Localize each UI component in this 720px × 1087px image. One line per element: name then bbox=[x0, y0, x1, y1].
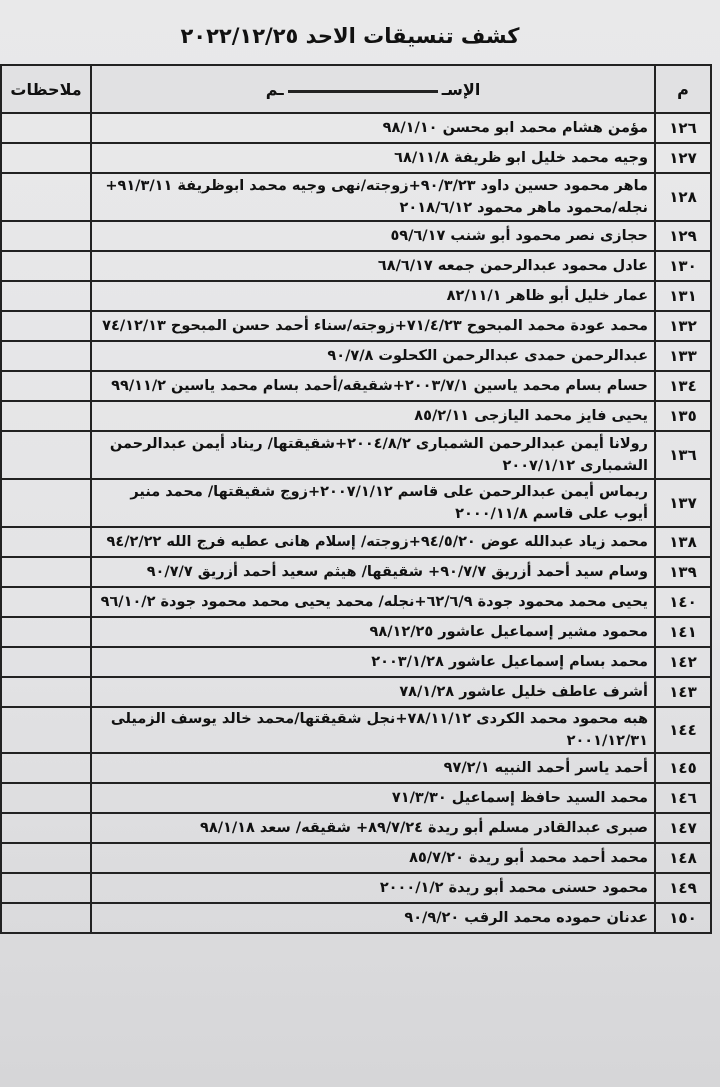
table-row bbox=[1, 647, 711, 677]
table-row bbox=[1, 431, 711, 479]
row-name: محمد أحمد محمد أبو ريدة ٨٥/٧/٢٠ bbox=[91, 843, 655, 873]
row-number: ١٥٠ bbox=[655, 903, 711, 933]
row-name: ريماس أيمن عبدالرحمن على قاسم ٢٠٠٧/١/١٢+زوج شقيقتها/ محمد منير أيوب على قاسم ٢٠٠٠/١١/٨ bbox=[91, 479, 655, 527]
row-name: عبدالرحمن حمدى عبدالرحمن الكحلوت ٩٠/٧/٨ bbox=[91, 341, 655, 371]
row-number: ١٤٨ bbox=[655, 843, 711, 873]
table-row bbox=[1, 341, 711, 371]
row-number: ١٣٣ bbox=[655, 341, 711, 371]
table-row bbox=[1, 587, 711, 617]
row-number: ١٤١ bbox=[655, 617, 711, 647]
row-name: أحمد ياسر أحمد النبيه ٩٧/٢/١ bbox=[91, 753, 655, 783]
table-row bbox=[1, 173, 711, 221]
row-name: محمد السيد حافظ إسماعيل ٧١/٣/٣٠ bbox=[91, 783, 655, 813]
row-notes bbox=[1, 371, 91, 401]
table-row bbox=[1, 311, 711, 341]
table-row bbox=[1, 401, 711, 431]
row-notes bbox=[1, 783, 91, 813]
table-row bbox=[1, 903, 711, 933]
row-notes bbox=[1, 281, 91, 311]
row-name: صبرى عبدالقادر مسلم أبو ريدة ٨٩/٧/٢٤+ شقيقه/ سعد ٩٨/١/١٨ bbox=[91, 813, 655, 843]
row-number: ١٤٧ bbox=[655, 813, 711, 843]
table-row bbox=[1, 371, 711, 401]
row-notes bbox=[1, 311, 91, 341]
row-number: ١٣٠ bbox=[655, 251, 711, 281]
row-name: وسام سيد أحمد أزريق ٩٠/٧/٧+ شقيقها/ هيثم سعيد أحمد أزريق ٩٠/٧/٧ bbox=[91, 557, 655, 587]
row-notes bbox=[1, 843, 91, 873]
row-number: ١٣٨ bbox=[655, 527, 711, 557]
row-number: ١٤٩ bbox=[655, 873, 711, 903]
row-name: رولانا أيمن عبدالرحمن الشمبارى ٢٠٠٤/٨/٢+شقيقتها/ ريناد أيمن عبدالرحمن الشمبارى ٢٠٠٧/١/١٢ bbox=[91, 431, 655, 479]
row-name: وجيه محمد خليل ابو ظريفة ٦٨/١١/٨ bbox=[91, 143, 655, 173]
table-row bbox=[1, 813, 711, 843]
table-row bbox=[1, 617, 711, 647]
row-notes bbox=[1, 479, 91, 527]
row-name: حجازى نصر محمود أبو شنب ٥٩/٦/١٧ bbox=[91, 221, 655, 251]
row-number: ١٤٠ bbox=[655, 587, 711, 617]
row-notes bbox=[1, 221, 91, 251]
row-notes bbox=[1, 677, 91, 707]
row-notes bbox=[1, 647, 91, 677]
row-notes bbox=[1, 431, 91, 479]
row-number: ١٤٣ bbox=[655, 677, 711, 707]
row-name: عمار خليل أبو ظاهر ٨٢/١١/١ bbox=[91, 281, 655, 311]
table-row bbox=[1, 753, 711, 783]
row-name: يحيى فايز محمد اليازجى ٨٥/٢/١١ bbox=[91, 401, 655, 431]
table-header-row bbox=[1, 65, 711, 113]
table-row bbox=[1, 479, 711, 527]
row-name: هبه محمود محمد الكردى ٧٨/١١/١٢+نجل شقيقتها/محمد خالد يوسف الزميلى ٢٠٠١/١٢/٣١ bbox=[91, 707, 655, 753]
row-name: يحيى محمد محمود جودة ٦٢/٦/٩+نجله/ محمد يحيى محمد محمود جودة ٩٦/١٠/٢ bbox=[91, 587, 655, 617]
row-notes bbox=[1, 617, 91, 647]
row-number: ١٣٥ bbox=[655, 401, 711, 431]
table-row bbox=[1, 143, 711, 173]
table-row bbox=[1, 557, 711, 587]
row-name: ماهر محمود حسين داود ٩٠/٣/٢٣+زوجته/نهى وجيه محمد ابوظريفة ٩١/٣/١١+ نجله/محمود ماهر محمود ٢٠١٨/٦/١٢ bbox=[91, 173, 655, 221]
row-number: ١٤٤ bbox=[655, 707, 711, 753]
row-name: عادل محمود عبدالرحمن جمعه ٦٨/٦/١٧ bbox=[91, 251, 655, 281]
row-number: ١٤٦ bbox=[655, 783, 711, 813]
row-name: محمد زياد عبدالله عوض ٩٤/٥/٢٠+زوجته/ إسلام هانى عطيه فرج الله ٩٤/٢/٢٢ bbox=[91, 527, 655, 557]
table-row bbox=[1, 251, 711, 281]
table-row bbox=[1, 527, 711, 557]
row-name: أشرف عاطف خليل عاشور ٧٨/١/٢٨ bbox=[91, 677, 655, 707]
row-notes bbox=[1, 903, 91, 933]
row-number: ١٣٤ bbox=[655, 371, 711, 401]
row-name: مؤمن هشام محمد ابو محسن ٩٨/١/١٠ bbox=[91, 113, 655, 143]
row-name: محمد بسام إسماعيل عاشور ٢٠٠٣/١/٢٨ bbox=[91, 647, 655, 677]
row-name: محمد عودة محمد المبحوح ٧١/٤/٢٣+زوجته/سناء أحمد حسن المبحوح ٧٤/١٢/١٣ bbox=[91, 311, 655, 341]
row-notes bbox=[1, 753, 91, 783]
row-notes bbox=[1, 873, 91, 903]
table-row bbox=[1, 677, 711, 707]
coordination-table bbox=[0, 64, 712, 934]
header-name-end: ـم bbox=[265, 79, 284, 99]
row-number: ١٤٥ bbox=[655, 753, 711, 783]
table-row bbox=[1, 843, 711, 873]
row-number: ١٣٢ bbox=[655, 311, 711, 341]
table-row bbox=[1, 281, 711, 311]
row-name: حسام بسام محمد ياسين ٢٠٠٣/٧/١+شقيقه/أحمد بسام محمد ياسين ٩٩/١١/٢ bbox=[91, 371, 655, 401]
row-number: ١٤٢ bbox=[655, 647, 711, 677]
row-number: ١٢٨ bbox=[655, 173, 711, 221]
header-name-start: الإسـ bbox=[441, 79, 481, 99]
row-notes bbox=[1, 251, 91, 281]
row-notes bbox=[1, 813, 91, 843]
header-name bbox=[91, 65, 655, 113]
row-number: ١٣١ bbox=[655, 281, 711, 311]
header-name-line bbox=[288, 90, 438, 93]
page-title: كشف تنسيقات الاحد ٢٠٢٢/١٢/٢٥ bbox=[180, 24, 520, 48]
row-name: عدنان حموده محمد الرقب ٩٠/٩/٢٠ bbox=[91, 903, 655, 933]
header-number: م bbox=[655, 65, 711, 113]
header-notes: ملاحظات bbox=[1, 65, 91, 113]
table-row bbox=[1, 783, 711, 813]
row-name: محمود مشير إسماعيل عاشور ٩٨/١٢/٢٥ bbox=[91, 617, 655, 647]
row-notes bbox=[1, 557, 91, 587]
row-number: ١٣٧ bbox=[655, 479, 711, 527]
row-name: محمود حسنى محمد أبو ريدة ٢٠٠٠/١/٢ bbox=[91, 873, 655, 903]
row-notes bbox=[1, 587, 91, 617]
table-body bbox=[1, 113, 711, 933]
row-notes bbox=[1, 527, 91, 557]
table-row bbox=[1, 873, 711, 903]
row-number: ١٣٩ bbox=[655, 557, 711, 587]
row-number: ١٢٩ bbox=[655, 221, 711, 251]
row-number: ١٢٧ bbox=[655, 143, 711, 173]
row-notes bbox=[1, 143, 91, 173]
row-number: ١٢٦ bbox=[655, 113, 711, 143]
row-notes bbox=[1, 113, 91, 143]
table-row bbox=[1, 707, 711, 753]
row-notes bbox=[1, 341, 91, 371]
table-row bbox=[1, 113, 711, 143]
row-notes bbox=[1, 401, 91, 431]
row-notes bbox=[1, 173, 91, 221]
row-notes bbox=[1, 707, 91, 753]
row-number: ١٣٦ bbox=[655, 431, 711, 479]
table-row bbox=[1, 221, 711, 251]
